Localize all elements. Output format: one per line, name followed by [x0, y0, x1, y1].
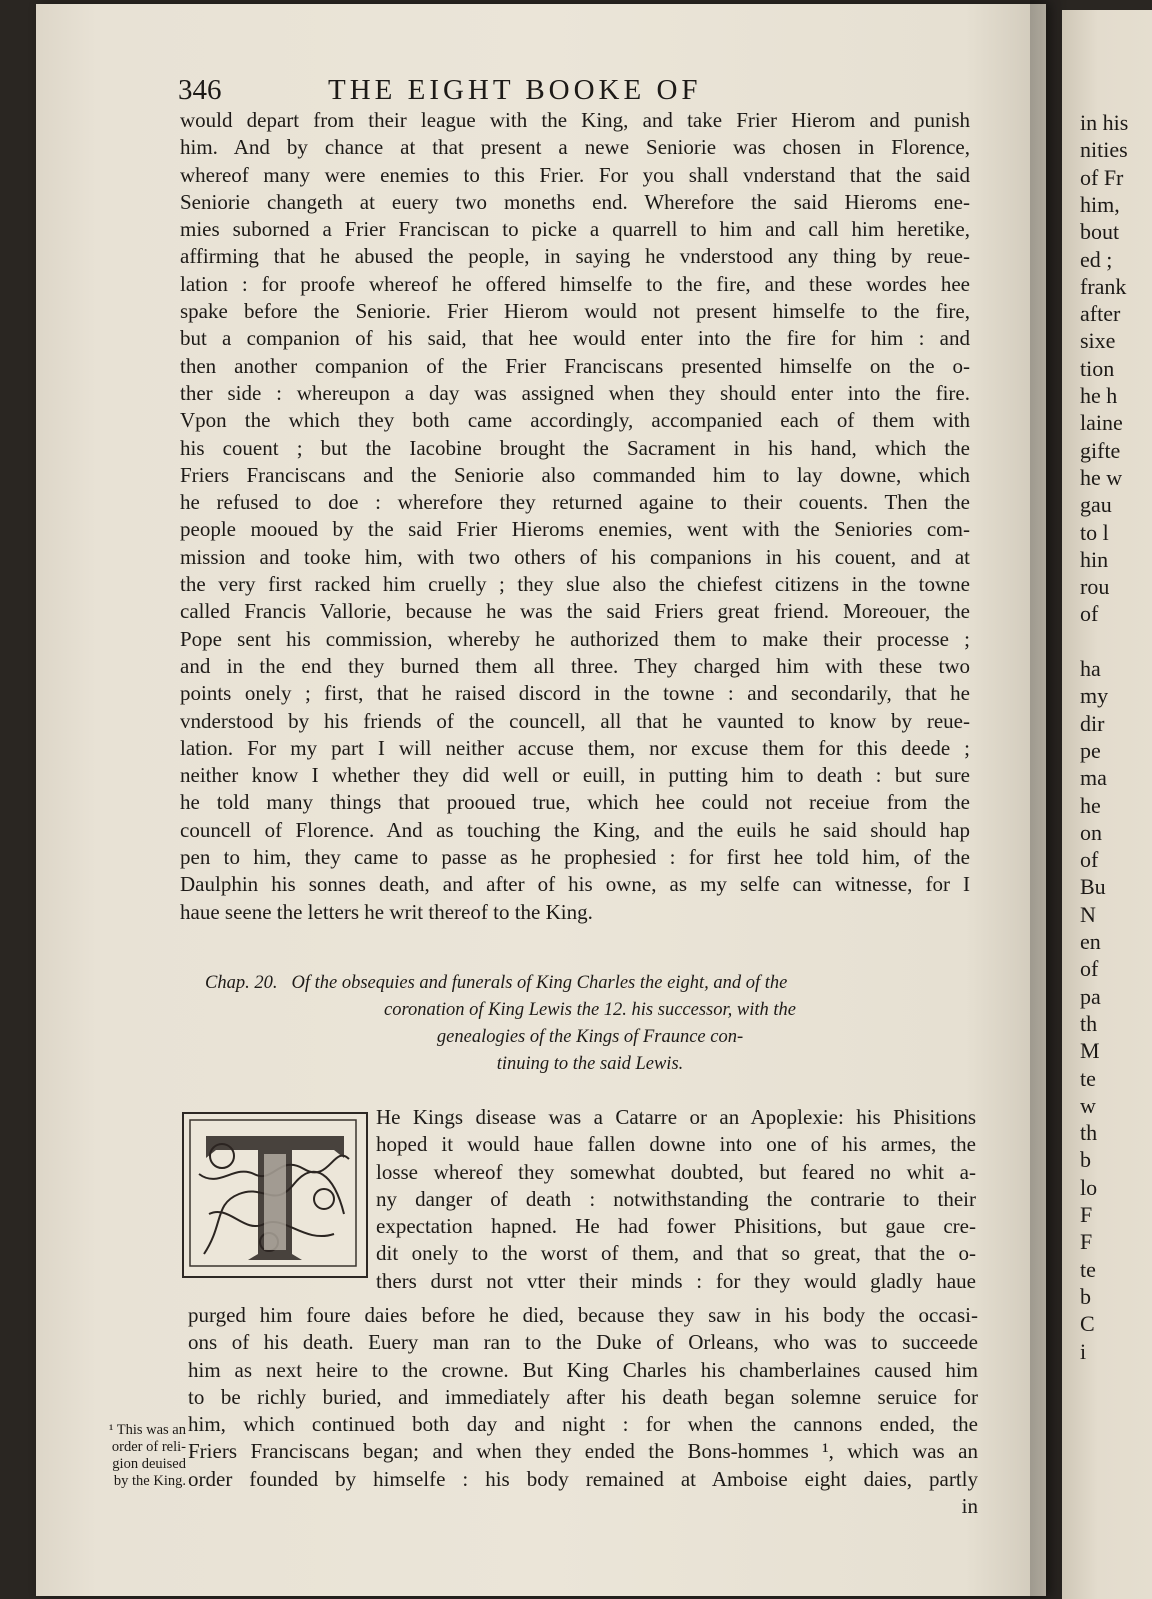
text-line: whereof many were enemies to this Frier. For you shall vnderstand that the said [180, 162, 970, 187]
facing-page-fragment: b [1080, 1147, 1091, 1173]
text-line: lation : for proofe whereof he offered himselfe to the fire, and these wordes hee [180, 271, 970, 296]
text-line: Vpon the which they both came accordingly, accompanied each of them with [180, 408, 970, 433]
facing-page-fragment: ed ; [1080, 246, 1113, 272]
text-line: Daulphin his sonnes death, and after of his owne, as my selfe can witnesse, for I [180, 872, 970, 897]
text-line: mission and tooke him, with two others of his companions in his couent, and at [180, 544, 970, 569]
text-line: Friers Franciscans and the Seniorie also commanded him to lay downe, which [180, 462, 970, 487]
facing-page-fragment: in his [1080, 110, 1129, 135]
facing-page-fragment: pe [1080, 737, 1101, 763]
text-line: pen to him, they came to passe as he prophesied : for first hee told him, of the [180, 845, 970, 870]
text-line: spake before the Seniorie. Frier Hierom would not present himselfe to the fire, [180, 299, 970, 324]
side-note-line: order of reli- [111, 1439, 186, 1455]
facing-page [1062, 10, 1152, 1599]
text-line: lation. For my part I will neither accuse them, nor excuse them for this deede ; [180, 735, 970, 760]
text-line: him as next heire to the crowne. But King Charles his chamberlaines caused him [188, 1357, 978, 1382]
text-line: ny danger of death : notwithstanding the contrarie to their [376, 1186, 976, 1211]
facing-page-fragment: gifte [1080, 437, 1121, 463]
text-line: would depart from their league with the King, and take Frier Hierom and punish [180, 108, 970, 132]
chapter-label: Chap. 20. [205, 973, 278, 993]
text-line: him, which continued both day and night : for when the cannons ended, the [188, 1412, 978, 1437]
ornamental-initial-T-icon [182, 1112, 368, 1278]
facing-page-fragment: w [1080, 1092, 1096, 1118]
facing-page-fragment: of [1080, 847, 1099, 873]
text-line: but a companion of his said, that hee would enter into the fire for him : and [180, 326, 970, 351]
text-line: expectation hapned. He had fower Phisitions, but gaue cre- [376, 1214, 976, 1239]
facing-page-fragment: he h [1080, 383, 1118, 408]
body-text [180, 107, 970, 926]
facing-page-fragment: my [1080, 683, 1109, 709]
text-line: He Kings disease was a Catarre or an Apoplexie: his Phisitions [376, 1105, 976, 1129]
facing-page-fragment: he [1080, 792, 1101, 818]
text-line: neither know I whether they did well or euill, in putting him to death : but sure [180, 763, 970, 788]
chapter-title-line: Of the obsequies and funerals of King Charles the eight, and of the [291, 973, 788, 993]
facing-page-fragment: N [1080, 901, 1096, 927]
text-line: in [961, 1494, 978, 1519]
facing-page-fragment: en [1080, 929, 1101, 954]
chapter-opening-text [376, 1104, 976, 1295]
facing-page-fragment: dir [1080, 710, 1105, 736]
facing-page-fragment: of Fr [1080, 164, 1124, 190]
text-line: mies suborned a Frier Franciscan to picke a quarrell to him and call him heretike, [180, 217, 970, 242]
text-line: him. And by chance at that present a newe Seniorie was chosen in Florence, [180, 135, 970, 160]
facing-page-fragment: tion [1080, 355, 1115, 381]
text-line: haue seene the letters he writ thereof to the King. [180, 899, 593, 924]
text-line: losse whereof they somewhat doubted, but feared no whit a- [376, 1159, 976, 1184]
facing-page-fragment: of [1080, 956, 1099, 982]
side-note-line: ¹ This was an [109, 1422, 186, 1438]
text-line: hoped it would haue fallen downe into one of his armes, the [376, 1132, 976, 1157]
facing-page-fragment: ma [1080, 765, 1107, 791]
facing-page-fragment: Bu [1080, 874, 1106, 900]
text-line: people mooued by the said Frier Hieroms enemies, went with the Seniories com- [180, 517, 970, 542]
text-line: called Francis Vallorie, because he was the said Friers great friend. Moreouer, the [180, 599, 970, 624]
text-line: Seniorie changeth at euery two moneths end. Wherefore the said Hieroms ene- [180, 189, 970, 214]
chapter-heading [205, 970, 975, 1078]
facing-page-fragment: th [1080, 1010, 1098, 1036]
text-line: ther side : whereupon a day was assigned when they should enter into the fire. [180, 380, 970, 405]
facing-page-fragment: on [1080, 819, 1102, 845]
facing-page-fragment: after [1080, 301, 1121, 327]
side-note-line: gion deuised [112, 1456, 186, 1472]
text-line: his couent ; but the Iacobine brought the Sacrament in his hand, which the [180, 435, 970, 460]
facing-page-fragment: sixe [1080, 328, 1116, 354]
chapter-title-line: tinuing to the said Lewis. [496, 1054, 684, 1074]
text-line: vnderstood by his friends of the councell, all that he vaunted to know by reue- [180, 708, 970, 733]
chapter-title-line: genealogies of the Kings of Fraunce con- [436, 1027, 744, 1047]
text-line: he told many things that prooued true, which hee could not receiue from the [180, 790, 970, 815]
page-number: 346 [178, 74, 222, 106]
text-line: Friers Franciscans began; and when they ended the Bons-hommes ¹, which was an [188, 1439, 978, 1464]
facing-page-fragment: th [1080, 1120, 1098, 1146]
text-line: purged him foure daies before he died, because they saw in his body the occasi- [188, 1303, 978, 1327]
facing-page-fragment: bout [1080, 219, 1120, 245]
facing-page-fragment: nities [1080, 137, 1128, 163]
text-line: order founded by himselfe : his body remained at Amboise eight daies, partly [188, 1466, 978, 1491]
facing-page-fragment: of [1080, 601, 1099, 627]
facing-page-fragment: M [1080, 1038, 1100, 1064]
facing-page-fragment: F [1080, 1202, 1093, 1227]
text-line: dit onely to the worst of them, and that so great, that the o- [376, 1241, 976, 1266]
text-line: ons of his death. Euery man ran to the Duke of Orleans, who was to succeede [188, 1330, 978, 1355]
facing-page-fragment: laine [1080, 410, 1123, 436]
facing-page-fragment: b [1080, 1283, 1091, 1309]
facing-page-fragment: lo [1080, 1174, 1098, 1200]
text-line: thers durst not vtter their minds : for they would gladly haue [376, 1268, 976, 1293]
side-note [76, 1422, 186, 1490]
facing-page-fragment: ha [1080, 656, 1101, 681]
text-line: councell of Florence. And as touching the King, and the euils he said should hap [180, 817, 970, 842]
chapter-continuation-text [188, 1302, 978, 1520]
facing-page-fragment: him, [1080, 191, 1120, 217]
chapter-title-line: coronation of King Lewis the 12. his successor, with the [384, 1000, 796, 1020]
facing-page-fragment: C [1080, 1311, 1095, 1337]
text-line: and in the end they burned them all three. They charged him with these two [180, 653, 970, 678]
text-line: he refused to doe : wherefore they returned againe to their couents. Then the [180, 490, 970, 515]
facing-page-fragment: pa [1080, 983, 1101, 1009]
text-line: the very first racked him cruelly ; they slue also the chiefest citizens in the towne [180, 572, 970, 597]
facing-page-fragment: te [1080, 1256, 1096, 1282]
facing-page-fragment: i [1080, 1338, 1087, 1364]
facing-page-fragment: hin [1080, 546, 1109, 572]
side-note-line: by the King. [113, 1473, 186, 1489]
text-line: points onely ; first, that he raised discord in the towne : and secondarily, that he [180, 681, 970, 706]
facing-page-fragment: F [1080, 1229, 1093, 1255]
facing-page-fragment: gau [1080, 492, 1112, 518]
text-line: Pope sent his commission, whereby he authorized them to make their processe ; [180, 626, 970, 651]
facing-page-fragment: frank [1080, 273, 1127, 299]
text-line: to be richly buried, and immediately after his death began solemne seruice for [188, 1384, 978, 1409]
facing-page-fragment: te [1080, 1065, 1096, 1091]
facing-page-fragment: to l [1080, 519, 1109, 545]
running-title: THE EIGHT BOOKE OF [328, 74, 702, 106]
facing-page-fragment: he w [1080, 464, 1123, 490]
text-line: affirming that he abused the people, in saying he vnderstood any thing by reue- [180, 244, 970, 269]
facing-page-fragment: rou [1080, 574, 1110, 600]
text-line: then another companion of the Frier Franciscans presented himselfe on the o- [180, 353, 970, 378]
